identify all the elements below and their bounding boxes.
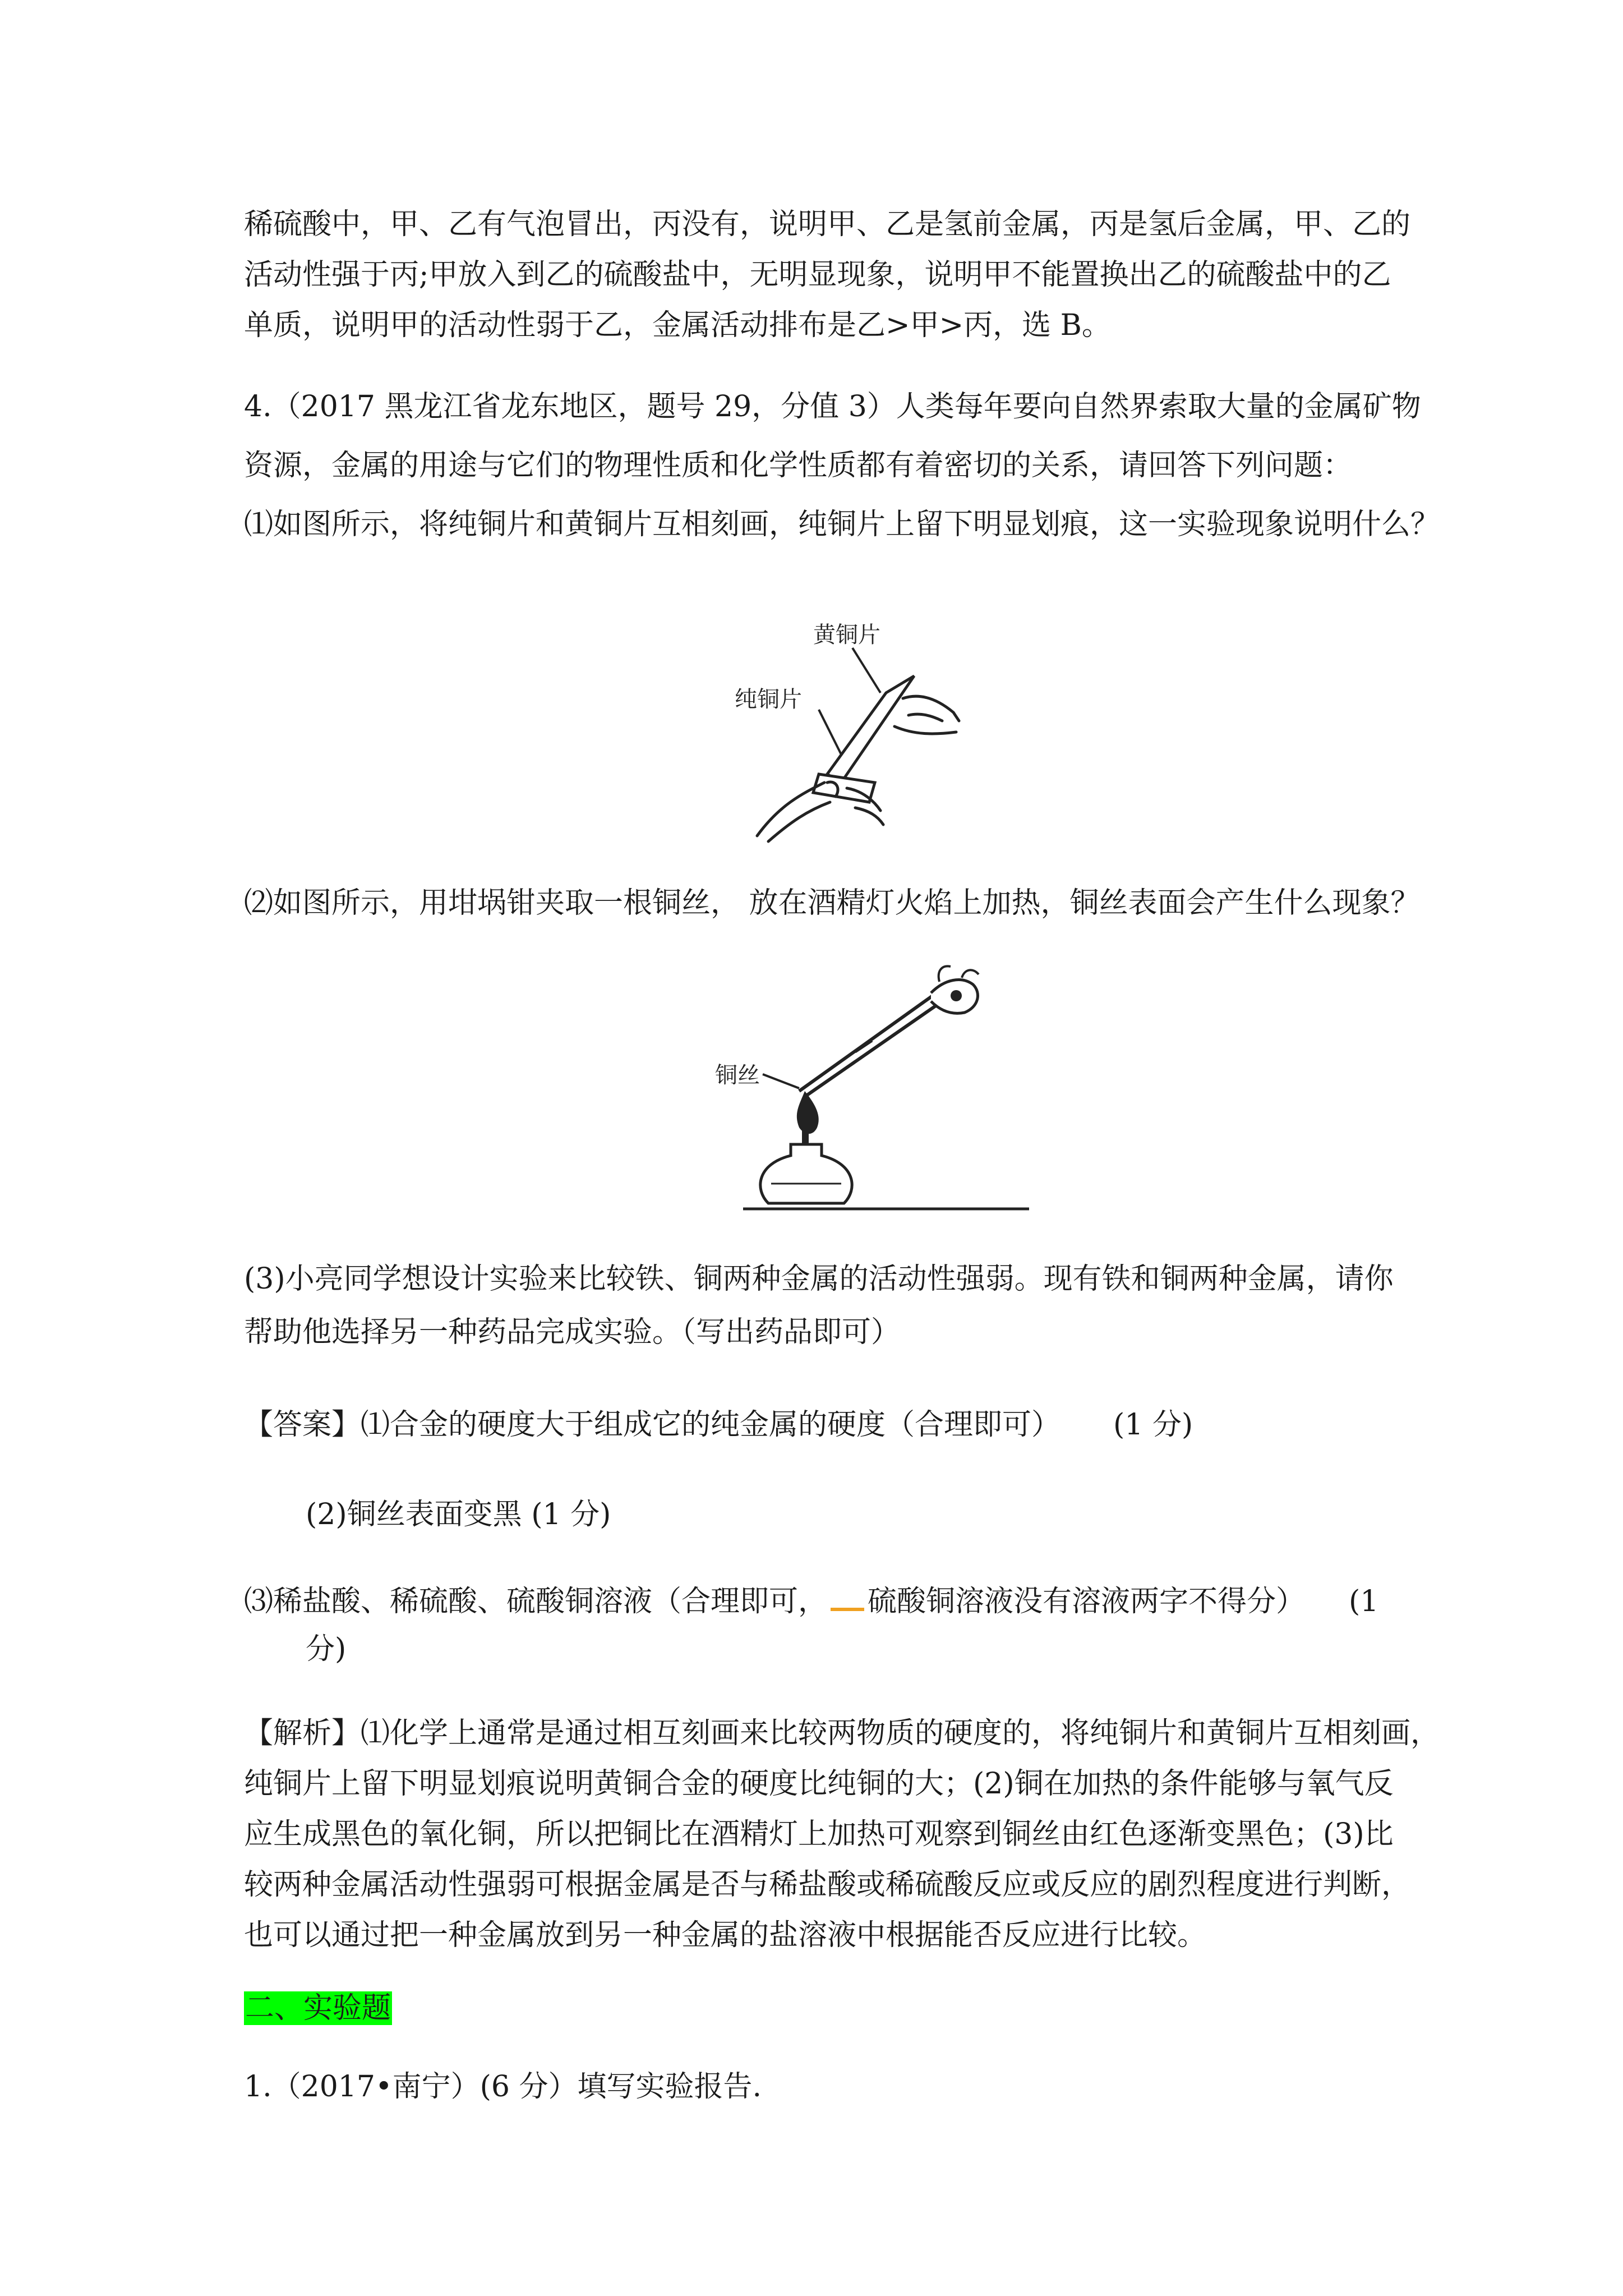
text-line: 活动性强于丙;甲放入到乙的硫酸盐中，无明显现象，说明甲不能置换出乙的硫酸盐中的乙 xyxy=(244,258,1391,292)
analysis-line: 【解析】⑴化学上通常是通过相互刻画来比较两物质的硬度的，将纯铜片和黄铜片互相刻画， xyxy=(244,1717,1440,1750)
experiment-question-1: 1.（2017•南宁）(6 分）填写实验报告. xyxy=(244,2070,762,2104)
figure-copper-scratch xyxy=(735,614,970,850)
question-4-part-3: 帮助他选择另一种药品完成实验。（写出药品即可） xyxy=(244,1315,901,1349)
analysis-line: 纯铜片上留下明显划痕说明黄铜合金的硬度比纯铜的大；(2)铜在加热的条件能够与氧气反 xyxy=(244,1767,1394,1801)
answer-score: (1 xyxy=(1349,1585,1379,1618)
answer-line: 分) xyxy=(306,1632,347,1666)
answer-line xyxy=(244,1405,1061,1444)
text-line: 单质，说明甲的活动性弱于乙，金属活动排布是乙>甲>丙，选 B。 xyxy=(244,309,1111,342)
analysis-line: 较两种金属活动性强弱可根据金属是否与稀盐酸或稀硫酸反应或反应的剧烈程度进行判断， xyxy=(244,1868,1411,1902)
answer-text: ⑶稀盐酸、稀硫酸、硫酸铜溶液（合理即可， xyxy=(244,1585,828,1618)
underline-mark xyxy=(831,1591,864,1611)
question-4-part-2: ⑵如图所示，用坩埚钳夹取一根铜丝， 放在酒精灯火焰上加热，铜丝表面会产生什么现象？ xyxy=(244,886,1420,920)
label-pure-copper: 纯铜片 xyxy=(735,687,802,712)
answer-line: (2)铜丝表面变黑 (1 分) xyxy=(306,1498,611,1531)
question-4-line: 4.（2017 黑龙江省龙东地区，题号 29，分值 3）人类每年要向自然界索取大量的金属矿物 xyxy=(244,390,1421,424)
section-heading-text: 二、实验题 xyxy=(245,1991,391,2025)
analysis-line: 应生成黑色的氧化铜，所以把铜比在酒精灯上加热可观察到铜丝由红色逐渐变黑色；(3)比 xyxy=(244,1818,1394,1851)
label-brass: 黄铜片 xyxy=(813,622,880,648)
label-copper-wire: 铜丝 xyxy=(715,1062,760,1088)
answer-score: (1 分) xyxy=(1113,1408,1193,1442)
question-4-line: 资源，金属的用途与它们的物理性质和化学性质都有着密切的关系，请回答下列问题： xyxy=(244,449,1353,482)
figure-alcohol-lamp xyxy=(715,962,1029,1237)
text-line: 稀硫酸中，甲、乙有气泡冒出，丙没有，说明甲、乙是氢前金属，丙是氢后金属，甲、乙的 xyxy=(244,208,1411,241)
answer-text: 硫酸铜溶液没有溶液两字不得分） xyxy=(868,1585,1306,1618)
question-4-part-3: (3)小亮同学想设计实验来比较铁、铜两种金属的活动性强弱。现有铁和铜两种金属，请你 xyxy=(244,1262,1394,1296)
answer-text: 【答案】⑴合金的硬度大于组成它的纯金属的硬度（合理即可） xyxy=(244,1408,1061,1442)
question-4-part-1: ⑴如图所示，将纯铜片和黄铜片互相刻画，纯铜片上留下明显划痕，这一实验现象说明什么？ xyxy=(244,508,1440,541)
analysis-line: 也可以通过把一种金属放到另一种金属的盐溶液中根据能否反应进行比较。 xyxy=(244,1918,1207,1952)
answer-line xyxy=(244,1582,1305,1621)
section-heading xyxy=(244,1989,392,2028)
